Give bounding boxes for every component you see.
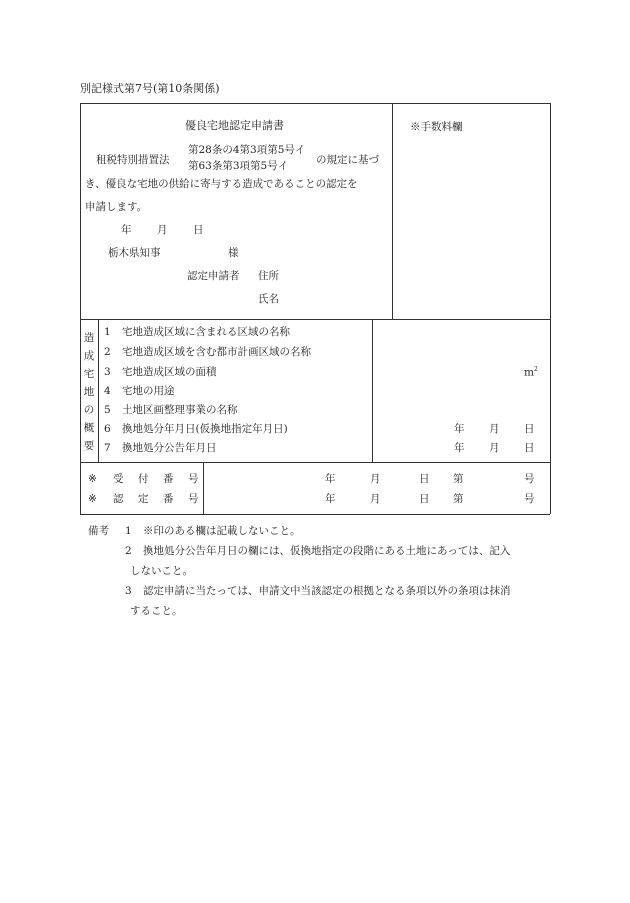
section-divider-1 (80, 319, 550, 320)
overview-item-number: 6 (104, 423, 111, 435)
remark-text: しないこと。 (130, 565, 193, 577)
receipt-label-char: 番 (163, 473, 174, 485)
overview-heading-char: 宅 (83, 368, 95, 380)
overview-item-number: 4 (104, 385, 111, 397)
overview-item-text: 宅地造成区域に含まれる区域の名称 (122, 326, 290, 338)
overview-item-text: 換地処分公告年月日 (122, 442, 217, 454)
section-divider-2 (80, 462, 550, 463)
address-label: 住所 (258, 270, 279, 282)
numbers-label-divider (203, 462, 204, 514)
table-bottom-border (80, 514, 550, 515)
cert-month: 月 (370, 493, 381, 505)
overview-item-number: 7 (104, 442, 111, 454)
date-year: 年 (121, 224, 132, 236)
date-day: 日 (193, 224, 204, 236)
overview-item-text: 宅地の用途 (122, 385, 175, 397)
receipt-month: 月 (370, 473, 381, 485)
based-on-text: の規定に基づ (316, 154, 379, 166)
overview-heading-char: 造 (83, 332, 95, 344)
cert-day: 日 (419, 493, 430, 505)
overview-item-text: 宅地造成区域を含む都市計画区域の名称 (122, 346, 311, 358)
overview-item-number: 3 (104, 366, 111, 378)
overview-heading-char: 要 (83, 440, 95, 452)
table-right-border (550, 103, 551, 514)
table-left-border (80, 103, 81, 514)
clause-b: 第63条第3項第5号イ (188, 160, 289, 172)
overview-heading-divider (98, 319, 99, 462)
cert-mark: ※ (88, 493, 97, 505)
table-top-border (80, 103, 550, 104)
form-label: 別記様式第7号(第10条関係) (80, 82, 220, 95)
receipt-mark: ※ (88, 473, 97, 485)
cert-year: 年 (325, 493, 336, 505)
addressee: 栃木県知事 (108, 247, 161, 259)
application-line-3: 申請します。 (85, 201, 148, 213)
overview-heading-char: 地 (83, 386, 95, 398)
cert-label-char: 定 (138, 493, 149, 505)
notice-date-day: 日 (524, 442, 535, 454)
remark-number: 3 (125, 585, 132, 597)
remark-text: 換地処分公告年月日の欄には、仮換地指定の段階にある土地にあっては、記入 (143, 545, 511, 557)
receipt-label-char: 付 (138, 473, 149, 485)
application-title: 優良宅地認定申請書 (185, 119, 284, 132)
disposal-date-year: 年 (454, 423, 465, 435)
remarks-label: 備考 (88, 525, 109, 537)
receipt-label-char: 号 (188, 473, 199, 485)
disposal-date-day: 日 (524, 423, 535, 435)
name-label: 氏名 (258, 293, 279, 305)
overview-heading-char: 成 (83, 350, 95, 362)
fee-column-label: ※手数料欄 (410, 121, 463, 133)
remark-text: すること。 (130, 605, 183, 617)
fee-column-divider (392, 103, 393, 319)
notice-date-month: 月 (489, 442, 500, 454)
cert-go: 号 (524, 493, 535, 505)
remark-text: 認定申請に当たっては、申請文中当該認定の根拠となる条項以外の条項は抹消 (143, 585, 511, 597)
application-line-2: き、優良な宅地の供給に寄与する造成であることの認定を (85, 178, 358, 190)
receipt-dai: 第 (453, 473, 464, 485)
overview-heading-char: の (83, 404, 95, 416)
cert-label-char: 認 (113, 493, 124, 505)
disposal-date-month: 月 (489, 423, 500, 435)
law-name: 租税特別措置法 (96, 154, 170, 166)
overview-item-text: 土地区画整理事業の名称 (122, 404, 238, 416)
notice-date-year: 年 (454, 442, 465, 454)
overview-heading-char: 概 (83, 422, 95, 434)
receipt-label-char: 受 (113, 473, 124, 485)
remark-number: 1 (125, 525, 132, 537)
overview-item-number: 2 (104, 346, 111, 358)
overview-item-number: 1 (104, 326, 111, 338)
receipt-year: 年 (325, 473, 336, 485)
remark-number: 2 (125, 545, 132, 557)
overview-value-divider (372, 319, 373, 462)
clause-a: 第28条の4第3項第5号イ (188, 144, 306, 156)
date-month: 月 (157, 224, 168, 236)
receipt-go: 号 (524, 473, 535, 485)
remark-text: ※印のある欄は記載しないこと。 (143, 525, 301, 537)
area-unit: $m^2$ (524, 366, 538, 379)
cert-dai: 第 (453, 493, 464, 505)
cert-label-char: 番 (163, 493, 174, 505)
overview-item-text: 換地処分年月日(仮換地指定年月日) (122, 423, 288, 435)
honorific: 様 (228, 247, 239, 259)
cert-label-char: 号 (188, 493, 199, 505)
overview-item-number: 5 (104, 404, 111, 416)
applicant-label: 認定申請者 (187, 270, 240, 282)
overview-item-text: 宅地造成区域の面積 (122, 366, 217, 378)
receipt-day: 日 (419, 473, 430, 485)
